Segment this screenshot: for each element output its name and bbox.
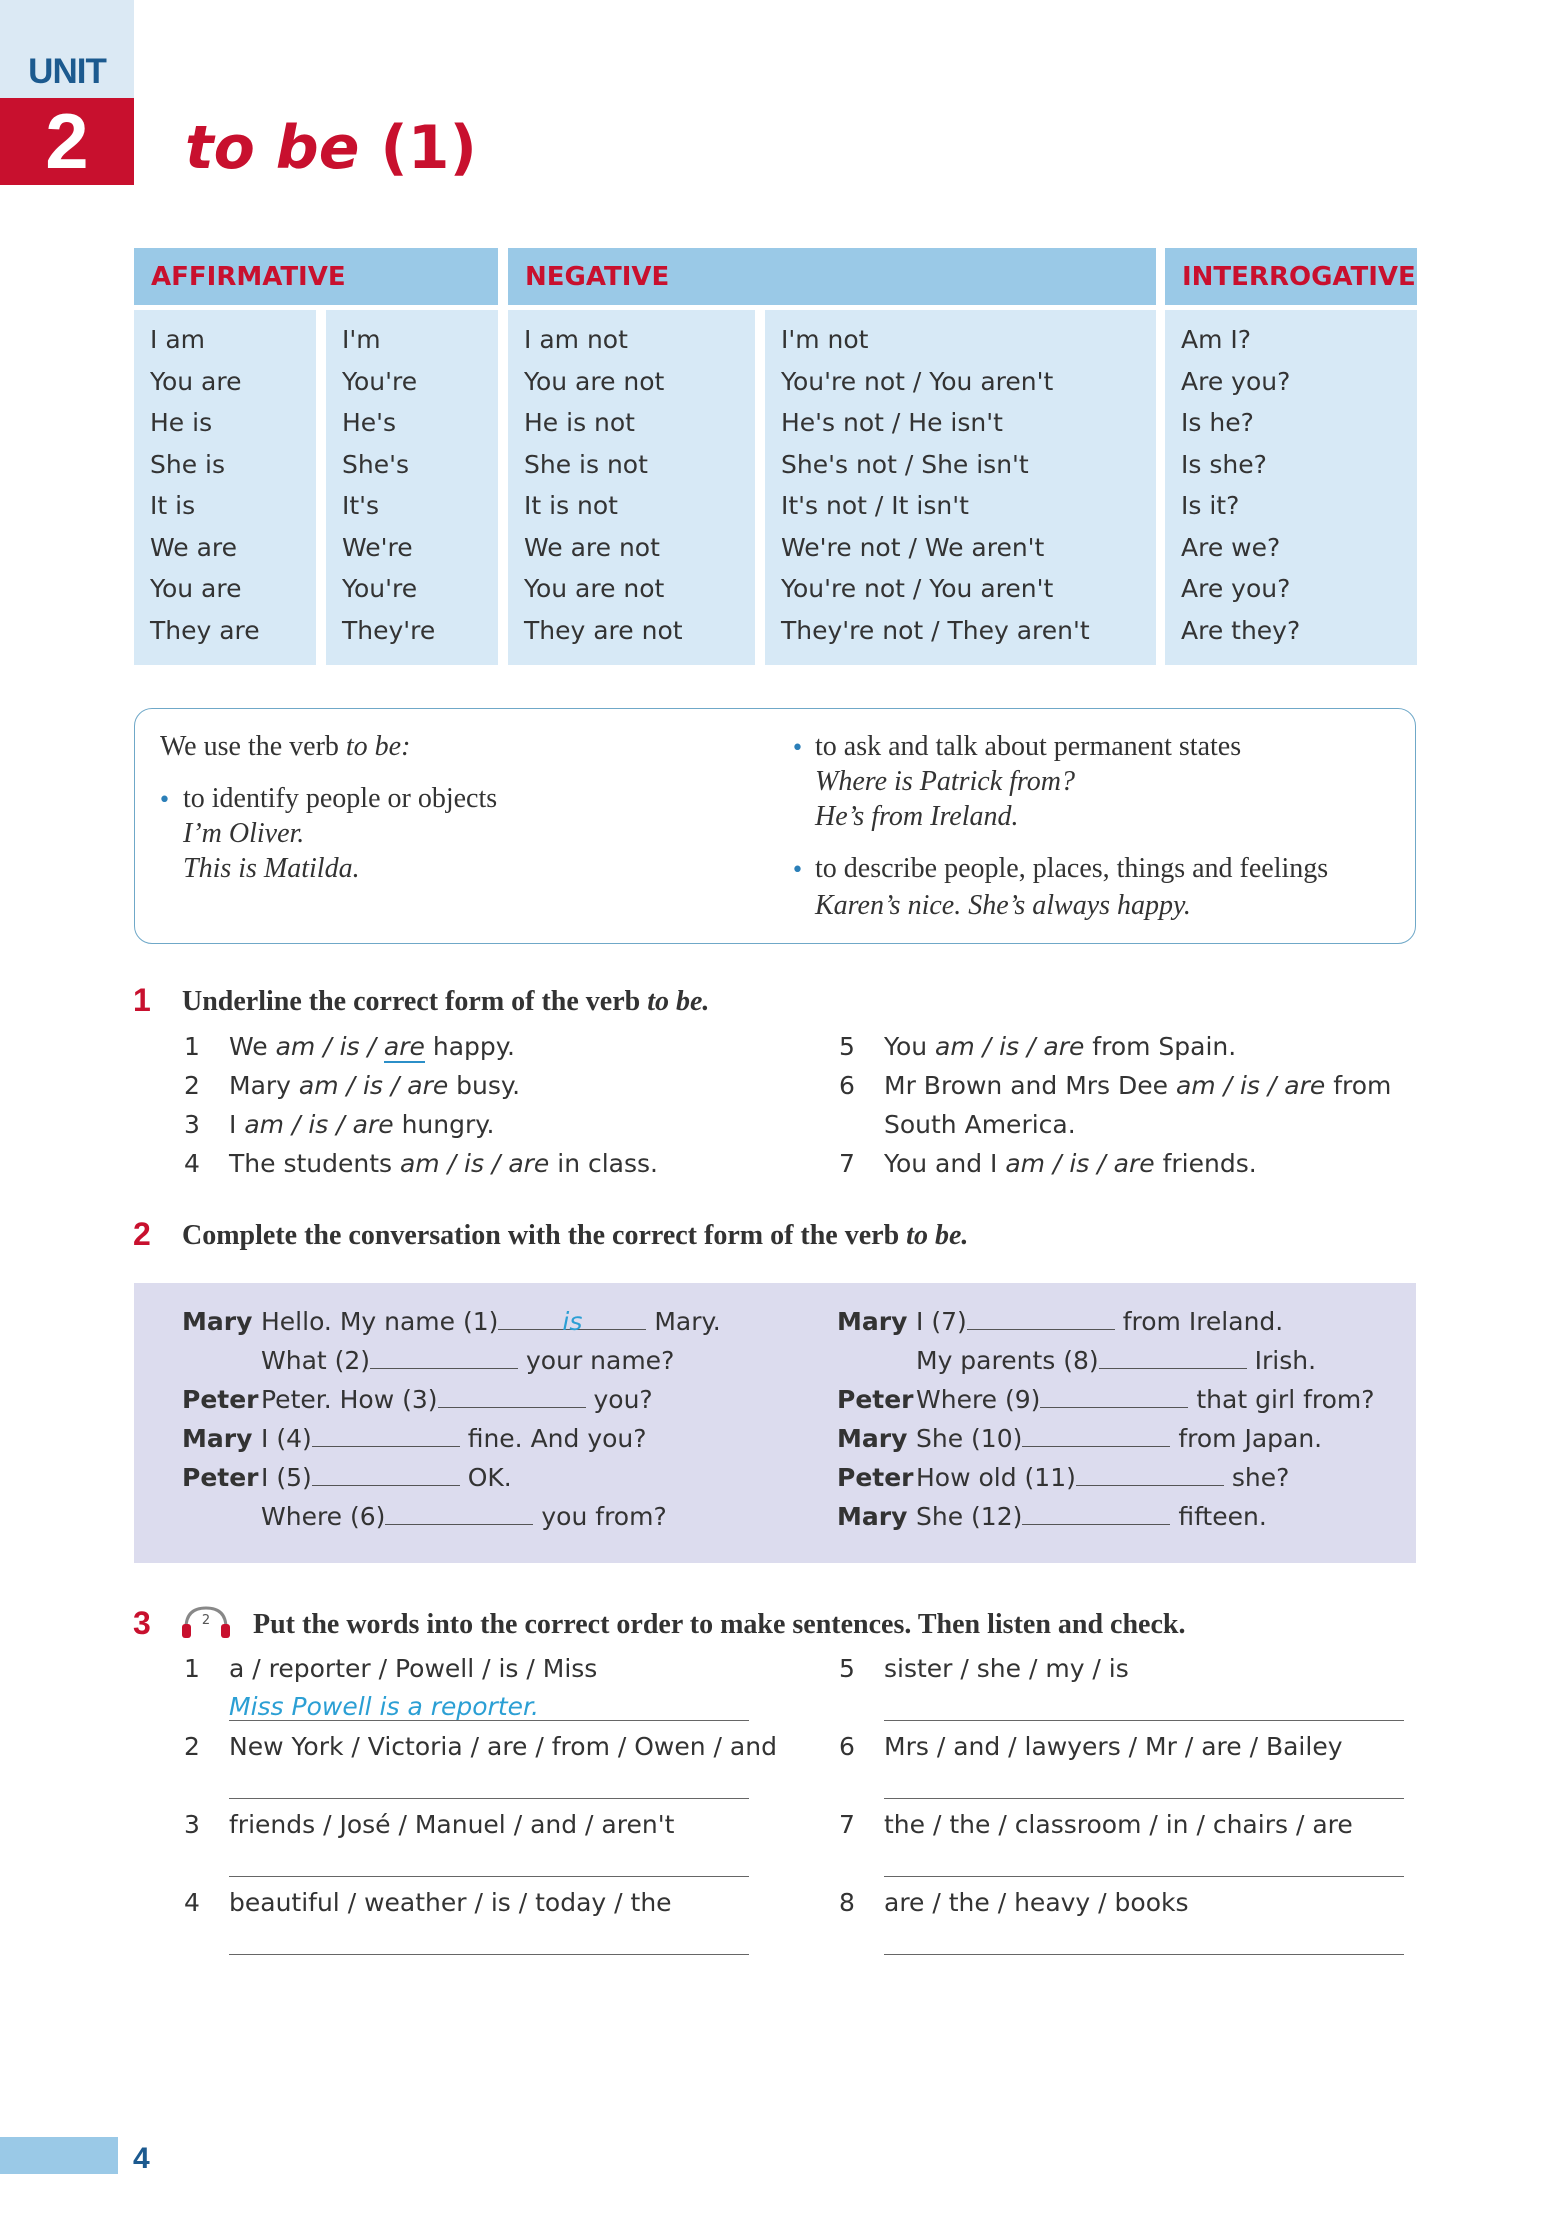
option-separator: / (1215, 1071, 1240, 1100)
usage-intro: We use the verb to be: (160, 731, 411, 762)
table-cell: Are you? (1181, 367, 1291, 396)
page-title-number: (1) (380, 113, 477, 183)
line-text: your name? (518, 1346, 675, 1375)
table-cell: Are you? (1181, 574, 1291, 603)
line-text: fine. And you? (459, 1424, 647, 1453)
exercise-1-item (229, 1110, 494, 1139)
table-cell: You're not / You aren't (781, 367, 1054, 396)
line-text: that girl from? (1188, 1385, 1375, 1414)
option-is[interactable]: is (339, 1032, 360, 1061)
exercise-3-item-number: 2 (184, 1732, 200, 1761)
exercise-3-words: friends / José / Manuel / and / aren't (229, 1810, 675, 1839)
affirmative-header: AFFIRMATIVE (134, 248, 498, 305)
option-separator: / (315, 1032, 340, 1061)
blank-number: (12) (971, 1502, 1023, 1531)
line-text: She (916, 1502, 972, 1531)
blank-number: (9) (1005, 1385, 1041, 1414)
speaker-name: Mary (837, 1424, 908, 1453)
negative-full-column (508, 310, 755, 665)
line-text: you? (585, 1385, 653, 1414)
table-cell: I am (150, 325, 205, 354)
exercise-1-item (884, 1071, 1391, 1100)
table-cell: You are not (524, 367, 665, 396)
table-cell: Are we? (1181, 533, 1281, 562)
item-text: in class. (549, 1149, 658, 1178)
option-am[interactable]: am (399, 1149, 440, 1178)
conversation-line (916, 1385, 1375, 1414)
table-cell: He's not / He isn't (781, 408, 1003, 437)
unit-number: 2 (45, 97, 89, 185)
blank-number: (7) (931, 1307, 967, 1336)
line-text: OK. (459, 1463, 512, 1492)
exercise-1-item (229, 1071, 520, 1100)
option-is[interactable]: is (308, 1110, 329, 1139)
answer-blank[interactable]: is (498, 1307, 646, 1330)
conversation-line (916, 1502, 1267, 1531)
answer-blank[interactable] (967, 1307, 1115, 1330)
speaker-name: Peter (837, 1463, 914, 1492)
option-are[interactable]: are (1284, 1071, 1326, 1100)
speaker-name: Mary (182, 1307, 253, 1336)
table-cell: It is (150, 491, 196, 520)
table-cell: Are they? (1181, 616, 1301, 645)
table-cell: Am I? (1181, 325, 1252, 354)
exercise-1-item-number: 5 (839, 1032, 855, 1061)
table-cell: He is (150, 408, 213, 437)
usage-states-example-1: Where is Patrick from? (815, 766, 1075, 797)
interrogative-column (1165, 310, 1417, 665)
answer-blank[interactable] (370, 1346, 518, 1369)
table-cell: He's (342, 408, 397, 437)
option-is[interactable]: is (1239, 1071, 1260, 1100)
item-text: You (884, 1032, 936, 1061)
item-text: hungry. (393, 1110, 495, 1139)
table-cell: They are not (524, 616, 683, 645)
option-separator: / (974, 1032, 1000, 1061)
table-cell: Is she? (1181, 450, 1267, 479)
line-text: Peter. How (261, 1385, 403, 1414)
option-separator: / (338, 1071, 363, 1100)
line-text: Where (916, 1385, 1006, 1414)
bullet-icon: • (791, 736, 804, 761)
affirmative-full-column (134, 310, 316, 665)
item-text: from (1325, 1071, 1392, 1100)
answer-line[interactable] (884, 1720, 1404, 1721)
item-text: busy. (448, 1071, 521, 1100)
conversation-line (261, 1424, 647, 1453)
line-text: I (261, 1424, 277, 1453)
item-text: I (229, 1110, 245, 1139)
conversation-line (261, 1385, 653, 1414)
conversation-line (261, 1307, 721, 1336)
exercise-2-number: 2 (133, 1216, 151, 1252)
headphones-audio-icon[interactable] (180, 1602, 240, 1642)
speaker-name: Peter (837, 1385, 914, 1414)
blank-number: (11) (1024, 1463, 1076, 1492)
line-text: Hello. My name (261, 1307, 463, 1336)
table-cell: You are not (524, 574, 665, 603)
answer-blank[interactable] (1076, 1463, 1224, 1486)
exercise-3-words: are / the / heavy / books (884, 1888, 1189, 1917)
option-are[interactable]: are (383, 1032, 425, 1061)
table-cell: We're (342, 533, 413, 562)
usage-identify: to identify people or objects (183, 783, 498, 814)
line-text: Mary. (646, 1307, 721, 1336)
line-text: My parents (916, 1346, 1064, 1375)
table-cell: We are (150, 533, 238, 562)
table-cell: You are (150, 367, 242, 396)
usage-describe: to describe people, places, things and feelings (815, 853, 1329, 884)
exercise-1-instruction: Underline the correct form of the verb to be. (182, 986, 710, 1017)
table-cell: We're not / We aren't (781, 533, 1045, 562)
table-cell: They are (150, 616, 260, 645)
exercise-1-item-number: 1 (184, 1032, 200, 1061)
option-am[interactable]: am (935, 1032, 975, 1061)
usage-describe-example: Karen’s nice. She’s always happy. (815, 890, 1191, 921)
table-cell: Is he? (1181, 408, 1254, 437)
unit-label: UNIT (28, 52, 106, 91)
answer-line[interactable] (229, 1720, 749, 1721)
conversation-line (916, 1307, 1283, 1336)
option-is[interactable]: is (1069, 1149, 1090, 1178)
blank-number: (6) (350, 1502, 386, 1531)
page-title (185, 108, 477, 188)
exercise-3-words: beautiful / weather / is / today / the (229, 1888, 672, 1917)
item-text: You and I (884, 1149, 1006, 1178)
exercise-3-item-number: 8 (839, 1888, 855, 1917)
table-cell: You are (150, 574, 242, 603)
exercise-1-item-continued: South America. (884, 1110, 1076, 1139)
exercise-1-item-number: 7 (839, 1149, 855, 1178)
page-title-main: to be (185, 113, 360, 183)
answer-blank[interactable] (1040, 1385, 1188, 1408)
exercise-3-item-number: 1 (184, 1654, 200, 1683)
blank-number: (5) (276, 1463, 312, 1492)
answer-blank[interactable] (1022, 1502, 1170, 1525)
table-cell: She's (342, 450, 409, 479)
conversation-line (916, 1346, 1316, 1375)
answer-blank[interactable] (1099, 1346, 1247, 1369)
answer-blank[interactable] (1022, 1424, 1170, 1447)
item-text: Mr Brown and Mrs Dee (884, 1071, 1176, 1100)
bullet-icon: • (791, 858, 804, 883)
table-cell: It's not / It isn't (781, 491, 969, 520)
option-is[interactable]: is (362, 1071, 383, 1100)
option-separator: / (1019, 1032, 1044, 1061)
blank-number: (1) (462, 1307, 499, 1336)
exercise-3-words: a / reporter / Powell / is / Miss (229, 1654, 598, 1683)
exercise-3-words: Mrs / and / lawyers / Mr / are / Bailey (884, 1732, 1343, 1761)
option-are[interactable]: are (1113, 1149, 1155, 1178)
answer-blank[interactable] (385, 1502, 533, 1525)
option-separator: / (439, 1149, 464, 1178)
item-text: friends. (1154, 1149, 1257, 1178)
answer-line[interactable] (884, 1876, 1404, 1877)
option-am[interactable]: am (275, 1032, 316, 1061)
negative-short-column (765, 310, 1156, 665)
line-text: I (261, 1463, 277, 1492)
exercise-3-item-number: 6 (839, 1732, 855, 1761)
table-cell: They're (342, 616, 436, 645)
table-cell: I'm not (781, 325, 869, 354)
table-cell: Is it? (1181, 491, 1240, 520)
option-are[interactable]: are (508, 1149, 550, 1178)
speaker-name: Mary (837, 1502, 908, 1531)
option-separator: / (359, 1032, 384, 1061)
option-separator: / (328, 1110, 353, 1139)
table-cell: It is not (524, 491, 618, 520)
table-cell: I am not (524, 325, 628, 354)
blank-number: (8) (1063, 1346, 1099, 1375)
line-text: from Japan. (1170, 1424, 1323, 1453)
option-separator: / (284, 1110, 309, 1139)
exercise-3-instruction: Put the words into the correct order to make sentences. Then listen and check. (253, 1609, 1186, 1640)
footer-bar (0, 2137, 118, 2174)
exercise-1-item-number: 4 (184, 1149, 200, 1178)
item-text: We (229, 1032, 276, 1061)
table-cell: She is (150, 450, 226, 479)
exercise-1-item-number: 3 (184, 1110, 200, 1139)
exercise-1-item (229, 1149, 658, 1178)
line-text: Where (261, 1502, 351, 1531)
option-separator: / (483, 1149, 509, 1178)
option-are[interactable]: are (1043, 1032, 1085, 1061)
line-text: fifteen. (1170, 1502, 1267, 1531)
exercise-1-item (884, 1149, 1257, 1178)
exercise-3-item-number: 3 (184, 1810, 200, 1839)
line-text: What (261, 1346, 335, 1375)
audio-track-number: 2 (201, 1613, 211, 1628)
table-cell: You're (342, 574, 418, 603)
blank-number: (4) (276, 1424, 312, 1453)
table-cell: She's not / She isn't (781, 450, 1029, 479)
conversation-line (261, 1463, 512, 1492)
conversation-line (261, 1502, 667, 1531)
exercise-1-item-number: 6 (839, 1071, 855, 1100)
speaker-name: Mary (837, 1307, 908, 1336)
exercise-2-instruction: Complete the conversation with the correct form of the verb to be. (182, 1220, 969, 1251)
answer-line[interactable] (229, 1876, 749, 1877)
exercise-3-item-number: 4 (184, 1888, 200, 1917)
line-text: Irish. (1246, 1346, 1317, 1375)
exercise-3-number: 3 (133, 1605, 151, 1641)
option-is[interactable]: is (464, 1149, 484, 1178)
option-separator: / (1259, 1071, 1285, 1100)
exercise-1-item-number: 2 (184, 1071, 200, 1100)
item-text: Mary (229, 1071, 299, 1100)
table-cell: It's (342, 491, 380, 520)
option-are[interactable]: are (407, 1071, 449, 1100)
exercise-3-words: New York / Victoria / are / from / Owen / and (229, 1732, 777, 1761)
option-am[interactable]: am (298, 1071, 339, 1100)
exercise-3-item-number: 5 (839, 1654, 855, 1683)
answer-line[interactable] (884, 1954, 1404, 1955)
speaker-name: Peter (182, 1385, 259, 1414)
speaker-name: Peter (182, 1463, 259, 1492)
exercise-1-number: 1 (133, 982, 151, 1018)
exercise-3-words: sister / she / my / is (884, 1654, 1129, 1683)
item-text: The students (229, 1149, 400, 1178)
item-text: happy. (424, 1032, 515, 1061)
option-am[interactable]: am (1005, 1149, 1046, 1178)
line-text: How old (916, 1463, 1025, 1492)
answer-line[interactable] (229, 1954, 749, 1955)
line-text: She (916, 1424, 972, 1453)
exercise-3-item-number: 7 (839, 1810, 855, 1839)
table-cell: You're (342, 367, 418, 396)
interrogative-header: INTERROGATIVE (1165, 248, 1417, 305)
table-cell: She is not (524, 450, 648, 479)
exercise-1-item (884, 1032, 1236, 1061)
blank-number: (2) (334, 1346, 371, 1375)
option-separator: / (1045, 1149, 1070, 1178)
table-cell: We are not (524, 533, 660, 562)
usage-states: to ask and talk about permanent states (815, 731, 1242, 762)
option-are[interactable]: are (352, 1110, 394, 1139)
item-text: from Spain. (1084, 1032, 1237, 1061)
exercise-1-item (229, 1032, 515, 1061)
line-text: you from? (533, 1502, 667, 1531)
usage-identify-example-1: I’m Oliver. (183, 818, 305, 849)
answer-blank[interactable] (312, 1463, 460, 1486)
option-separator: / (382, 1071, 408, 1100)
conversation-line (261, 1346, 674, 1375)
blank-number: (10) (971, 1424, 1023, 1453)
bullet-icon: • (158, 788, 171, 813)
line-text: she? (1223, 1463, 1290, 1492)
answer-line[interactable] (884, 1798, 1404, 1799)
table-cell: You're not / You aren't (781, 574, 1054, 603)
negative-header: NEGATIVE (508, 248, 1156, 305)
option-separator: / (1089, 1149, 1114, 1178)
answer-line[interactable] (229, 1798, 749, 1799)
conversation-line (916, 1424, 1322, 1453)
exercise-3-answer: Miss Powell is a reporter. (229, 1692, 539, 1721)
answer-blank[interactable] (312, 1424, 460, 1447)
affirmative-short-column (326, 310, 498, 665)
usage-states-example-2: He’s from Ireland. (815, 801, 1019, 832)
page-number: 4 (133, 2142, 150, 2175)
table-cell: They're not / They aren't (781, 616, 1090, 645)
answer-blank[interactable] (438, 1385, 586, 1408)
table-cell: He is not (524, 408, 635, 437)
usage-identify-example-2: This is Matilda. (183, 853, 360, 884)
conversation-line (916, 1463, 1289, 1492)
option-am[interactable]: am (244, 1110, 285, 1139)
line-text: from Ireland. (1114, 1307, 1284, 1336)
option-is[interactable]: is (999, 1032, 1020, 1061)
table-cell: I'm (342, 325, 381, 354)
speaker-name: Mary (182, 1424, 253, 1453)
blank-number: (3) (402, 1385, 438, 1414)
exercise-3-words: the / the / classroom / in / chairs / are (884, 1810, 1353, 1839)
line-text: I (916, 1307, 932, 1336)
option-am[interactable]: am (1175, 1071, 1216, 1100)
